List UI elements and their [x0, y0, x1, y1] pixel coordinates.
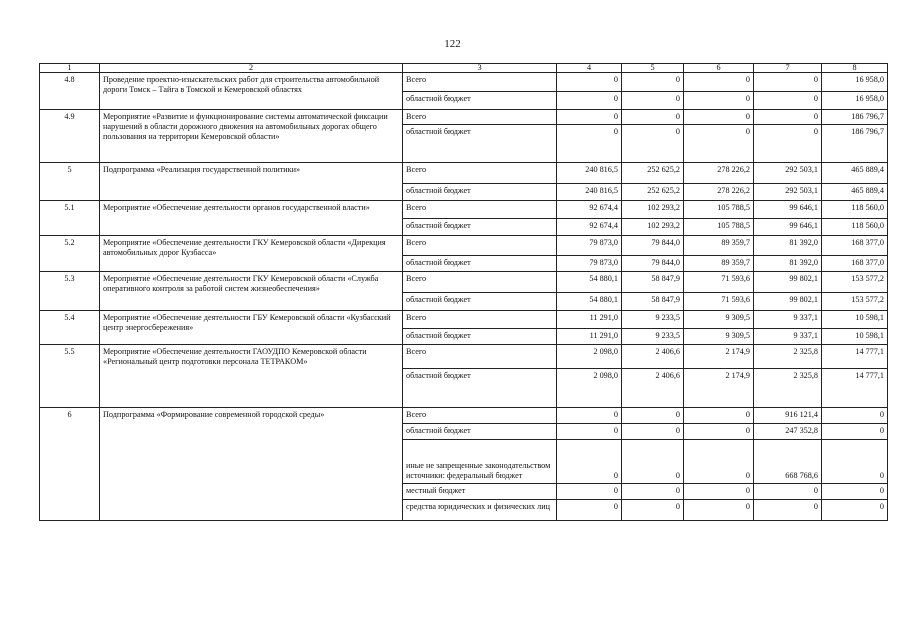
amount-cell: 153 577,2: [822, 293, 888, 311]
funding-source: областной бюджет: [403, 125, 557, 163]
amount-cell: 278 226,2: [684, 184, 754, 201]
amount-cell: 240 816,5: [557, 163, 622, 184]
measure-name: Мероприятие «Обеспечение деятельности ГБУ Кемеровской области «Кузбасский центр энергосбережения»: [100, 311, 403, 345]
amount-cell: 465 889,4: [822, 163, 888, 184]
measure-name: Мероприятие «Обеспечение деятельности органов государственной власти»: [100, 201, 403, 236]
amount-cell: 102 293,2: [622, 201, 684, 219]
amount-cell: 81 392,0: [754, 256, 822, 272]
amount-cell: 71 593,6: [684, 272, 754, 293]
amount-cell: 2 325,8: [754, 345, 822, 369]
amount-cell: 0: [754, 500, 822, 521]
amount-cell: 105 788,5: [684, 219, 754, 236]
amount-cell: 0: [754, 484, 822, 500]
row-number: 5.2: [40, 236, 100, 272]
amount-cell: 16 958,0: [822, 92, 888, 110]
amount-cell: 0: [754, 110, 822, 125]
amount-cell: 92 674,4: [557, 219, 622, 236]
amount-cell: 118 560,0: [822, 219, 888, 236]
table-row: [40, 408, 888, 424]
amount-cell: 0: [684, 440, 754, 484]
table-row: [40, 73, 888, 92]
funding-source: областной бюджет: [403, 219, 557, 236]
amount-cell: 292 503,1: [754, 163, 822, 184]
funding-source: Всего: [403, 73, 557, 92]
amount-cell: 10 598,1: [822, 311, 888, 329]
column-number: 5: [622, 64, 684, 73]
amount-cell: 0: [684, 408, 754, 424]
amount-cell: 186 796,7: [822, 125, 888, 163]
funding-source: областной бюджет: [403, 329, 557, 345]
amount-cell: 0: [622, 500, 684, 521]
column-number: 2: [100, 64, 403, 73]
row-number: 5.5: [40, 345, 100, 408]
column-number: 8: [822, 64, 888, 73]
table-row: [40, 201, 888, 219]
amount-cell: 0: [622, 408, 684, 424]
column-number: 4: [557, 64, 622, 73]
amount-cell: 186 796,7: [822, 110, 888, 125]
amount-cell: 79 844,0: [622, 236, 684, 256]
amount-cell: 10 598,1: [822, 329, 888, 345]
amount-cell: 0: [622, 125, 684, 163]
funding-source: Всего: [403, 236, 557, 256]
funding-source: Всего: [403, 408, 557, 424]
measure-name: Мероприятие «Развитие и функционирование системы автоматической фиксации нарушений в области дорожного движения на автомобильных дорогах общего пользования на территории Кемеровской области»: [100, 110, 403, 163]
amount-cell: 99 646,1: [754, 201, 822, 219]
amount-cell: 16 958,0: [822, 73, 888, 92]
measure-name: Мероприятие «Обеспечение деятельности ГАОУДПО Кемеровской области «Региональный центр подготовки персонала ТЕТРАКОМ»: [100, 345, 403, 408]
measure-name: Подпрограмма «Реализация государственной политики»: [100, 163, 403, 201]
amount-cell: 0: [622, 440, 684, 484]
amount-cell: 0: [684, 500, 754, 521]
row-number: 5.4: [40, 311, 100, 345]
amount-cell: 79 844,0: [622, 256, 684, 272]
column-number: 3: [403, 64, 557, 73]
amount-cell: 11 291,0: [557, 329, 622, 345]
amount-cell: 916 121,4: [754, 408, 822, 424]
row-number: 5.3: [40, 272, 100, 311]
amount-cell: 71 593,6: [684, 293, 754, 311]
amount-cell: 252 625,2: [622, 184, 684, 201]
funding-source: иные не запрещенные законодательством источники: федеральный бюджет: [403, 440, 557, 484]
table-row: [40, 236, 888, 256]
amount-cell: 0: [557, 424, 622, 440]
amount-cell: 2 406,6: [622, 369, 684, 408]
funding-source: средства юридических и физических лиц: [403, 500, 557, 521]
amount-cell: 9 309,5: [684, 311, 754, 329]
column-number-row: [40, 64, 888, 73]
table-row: [40, 163, 888, 184]
measure-name: Подпрограмма «Формирование современной городской среды»: [100, 408, 403, 521]
budget-table: [39, 63, 888, 521]
amount-cell: 89 359,7: [684, 256, 754, 272]
amount-cell: 105 788,5: [684, 201, 754, 219]
amount-cell: 668 768,6: [754, 440, 822, 484]
amount-cell: 0: [684, 484, 754, 500]
amount-cell: 14 777,1: [822, 369, 888, 408]
amount-cell: 2 406,6: [622, 345, 684, 369]
amount-cell: 0: [822, 408, 888, 424]
amount-cell: 9 233,5: [622, 311, 684, 329]
measure-name: Мероприятие «Обеспечение деятельности ГКУ Кемеровской области «Дирекция автомобильных дорог Кузбасса»: [100, 236, 403, 272]
amount-cell: 11 291,0: [557, 311, 622, 329]
table-row: [40, 345, 888, 369]
funding-source: Всего: [403, 110, 557, 125]
amount-cell: 99 802,1: [754, 272, 822, 293]
amount-cell: 0: [754, 92, 822, 110]
amount-cell: 0: [557, 440, 622, 484]
amount-cell: 0: [622, 424, 684, 440]
row-number: 4.8: [40, 73, 100, 110]
amount-cell: 0: [684, 424, 754, 440]
amount-cell: 2 098,0: [557, 345, 622, 369]
amount-cell: 0: [754, 125, 822, 163]
funding-source: областной бюджет: [403, 424, 557, 440]
amount-cell: 247 352,8: [754, 424, 822, 440]
amount-cell: 0: [557, 500, 622, 521]
amount-cell: 0: [557, 125, 622, 163]
amount-cell: 153 577,2: [822, 272, 888, 293]
amount-cell: 0: [622, 92, 684, 110]
amount-cell: 2 174,9: [684, 345, 754, 369]
amount-cell: 0: [822, 500, 888, 521]
amount-cell: 0: [557, 73, 622, 92]
row-number: 6: [40, 408, 100, 521]
funding-source: Всего: [403, 272, 557, 293]
amount-cell: 240 816,5: [557, 184, 622, 201]
amount-cell: 102 293,2: [622, 219, 684, 236]
amount-cell: 292 503,1: [754, 184, 822, 201]
amount-cell: 9 337,1: [754, 329, 822, 345]
amount-cell: 79 873,0: [557, 256, 622, 272]
funding-source: областной бюджет: [403, 92, 557, 110]
amount-cell: 81 392,0: [754, 236, 822, 256]
column-number: 7: [754, 64, 822, 73]
amount-cell: 9 309,5: [684, 329, 754, 345]
amount-cell: 0: [822, 484, 888, 500]
funding-source: местный бюджет: [403, 484, 557, 500]
amount-cell: 0: [557, 484, 622, 500]
amount-cell: 58 847,9: [622, 272, 684, 293]
amount-cell: 118 560,0: [822, 201, 888, 219]
amount-cell: 89 359,7: [684, 236, 754, 256]
amount-cell: 79 873,0: [557, 236, 622, 256]
amount-cell: 14 777,1: [822, 345, 888, 369]
amount-cell: 0: [622, 484, 684, 500]
funding-source: Всего: [403, 311, 557, 329]
funding-source: областной бюджет: [403, 369, 557, 408]
amount-cell: 2 325,8: [754, 369, 822, 408]
amount-cell: 0: [822, 424, 888, 440]
amount-cell: 0: [754, 73, 822, 92]
funding-source: Всего: [403, 345, 557, 369]
amount-cell: 0: [622, 73, 684, 92]
table-row: [40, 110, 888, 125]
amount-cell: 2 174,9: [684, 369, 754, 408]
column-number: 1: [40, 64, 100, 73]
amount-cell: 0: [822, 440, 888, 484]
amount-cell: 0: [557, 110, 622, 125]
amount-cell: 278 226,2: [684, 163, 754, 184]
amount-cell: 465 889,4: [822, 184, 888, 201]
row-number: 5: [40, 163, 100, 201]
amount-cell: 0: [684, 125, 754, 163]
row-number: 5.1: [40, 201, 100, 236]
amount-cell: 9 233,5: [622, 329, 684, 345]
amount-cell: 168 377,0: [822, 236, 888, 256]
row-number: 4.9: [40, 110, 100, 163]
funding-source: Всего: [403, 163, 557, 184]
column-number: 6: [684, 64, 754, 73]
funding-source: областной бюджет: [403, 256, 557, 272]
amount-cell: 168 377,0: [822, 256, 888, 272]
amount-cell: 0: [684, 73, 754, 92]
page-number: 122: [444, 38, 461, 50]
funding-source: областной бюджет: [403, 184, 557, 201]
amount-cell: 0: [557, 92, 622, 110]
amount-cell: 99 646,1: [754, 219, 822, 236]
table-row: [40, 311, 888, 329]
amount-cell: 54 880,1: [557, 293, 622, 311]
amount-cell: 0: [557, 408, 622, 424]
amount-cell: 0: [684, 92, 754, 110]
amount-cell: 92 674,4: [557, 201, 622, 219]
amount-cell: 0: [684, 110, 754, 125]
table-row: [40, 272, 888, 293]
amount-cell: 54 880,1: [557, 272, 622, 293]
amount-cell: 2 098,0: [557, 369, 622, 408]
amount-cell: 99 802,1: [754, 293, 822, 311]
amount-cell: 252 625,2: [622, 163, 684, 184]
amount-cell: 58 847,9: [622, 293, 684, 311]
amount-cell: 9 337,1: [754, 311, 822, 329]
measure-name: Проведение проектно-изыскательских работ для строительства автомобильной дороги Томск – Тайга в Томской и Кемеровской областях: [100, 73, 403, 110]
funding-source: областной бюджет: [403, 293, 557, 311]
measure-name: Мероприятие «Обеспечение деятельности ГКУ Кемеровской области «Служба оперативного контроля за работой систем жизнеобеспечения»: [100, 272, 403, 311]
amount-cell: 0: [622, 110, 684, 125]
funding-source: Всего: [403, 201, 557, 219]
